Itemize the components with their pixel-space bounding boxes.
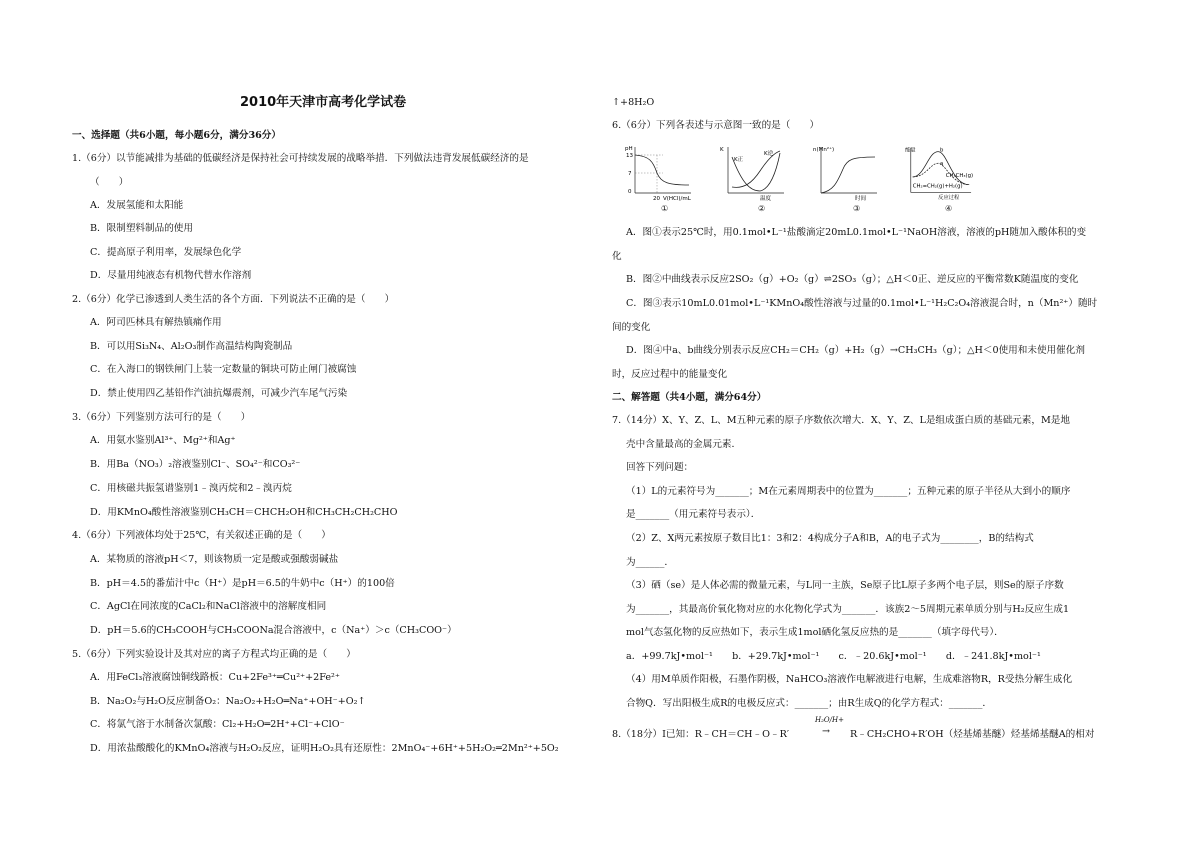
figure-1-y7: 7 — [628, 171, 632, 177]
question-3-option-d: D．用KMnO₄酸性溶液鉴别CH₃CH＝CHCH₂OH和CH₃CH₂CH₂CHO — [90, 507, 398, 518]
question-6-stem: 6.（6分）下列各表述与示意图一致的是（ ） — [612, 120, 820, 131]
question-4-option-d: D．pH＝5.6的CH₃COOH与CH₃COONa混合溶液中，c（Na⁺）＞c（CH₃COO⁻） — [90, 625, 457, 636]
question-3-option-a: A．用氨水鉴别Al³⁺、Mg²⁺和Ag⁺ — [90, 435, 236, 446]
question-7-line-2: 壳中含量最高的金属元素． — [626, 439, 742, 450]
question-1-option-d: D．尽量用纯液态有机物代替水作溶剂 — [90, 270, 252, 281]
question-3-option-b: B．用Ba（NO₃）₂溶液鉴别Cl⁻、SO₄²⁻和CO₃²⁻ — [90, 459, 301, 470]
question-7-line-5: 是_______（用元素符号表示）． — [626, 509, 761, 520]
figure-4-product-label: CH₃CH₃(g) — [945, 172, 973, 179]
question-4-option-a: A．某物质的溶液pH＜7，则该物质一定是酸或强酸弱碱盐 — [90, 554, 339, 565]
question-5-option-a: A．用FeCl₃溶液腐蚀铜线路板：Cu+2Fe³⁺═Cu²⁺+2Fe²⁺ — [90, 672, 340, 683]
figure-4-a-label: a — [939, 161, 944, 168]
question-7-line-9: 为_______，其最高价氧化物对应的水化物化学式为_______．该族2～5周期元素单质分别与H₂反应生成1 — [626, 604, 1070, 615]
figure-3-x-label: 时间 — [855, 196, 867, 202]
figure-1-x-label: V(HCl)/mL — [663, 196, 691, 202]
question-7-line-7: 为______． — [626, 557, 674, 568]
question-6-option-b: B．图②中曲线表示反应2SO₂（g）+O₂（g）⇌2SO₃（g）；△H＜0正、逆反应的平衡常数K随温度的变化 — [626, 274, 1079, 285]
question-6-option-d: D．图④中a、b曲线分别表示反应CH₂＝CH₂（g）+H₂（g）→CH₃CH₃（g）；△H＜0使用和未使用催化剂 — [626, 345, 1085, 356]
figure-1-ph-curve — [623, 143, 693, 203]
question-8-arrow: → — [822, 726, 831, 737]
question-2-option-c: C．在入海口的钢铁闸门上装一定数量的铜块可防止闸门被腐蚀 — [90, 364, 357, 375]
question-1-blank: （ ） — [90, 177, 129, 188]
figure-2-x-label: 温度 — [760, 196, 772, 202]
figure-1-y-label: pH — [625, 146, 633, 152]
figure-1-y0: 0 — [628, 189, 632, 195]
figure-4-number: ④ — [945, 204, 953, 213]
question-7-line-8: （3）硒（se）是人体必需的微量元素，与L同一主族，Se原子比L原子多两个电子层，则Se的原子序数 — [626, 580, 1064, 591]
question-3-stem: 3.（6分）下列鉴别方法可行的是（ ） — [72, 412, 251, 423]
figure-2-y-label: K — [720, 147, 724, 153]
question-1-option-c: C．提高原子利用率，发展绿色化学 — [90, 247, 242, 258]
question-4-option-c: C．AgCl在同浓度的CaCl₂和NaCl溶液中的溶解度相同 — [90, 601, 327, 612]
question-8-arrow-label: H₂O/H+ — [815, 716, 844, 724]
section-heading-choice: 一、选择题（共6小题，每小题6分，满分36分） — [72, 130, 281, 141]
question-2-option-a: A．阿司匹林具有解热镇痛作用 — [90, 317, 222, 328]
question-7-line-6: （2）Z、X两元素按原子数目比1：3和2：4构成分子A和B，A的电子式为________，B的结构式 — [626, 533, 1034, 544]
question-6-option-a-cont: 化 — [612, 251, 622, 262]
question-2-option-d: D．禁止使用四乙基铅作汽油抗爆震剂，可减少汽车尾气污染 — [90, 388, 348, 399]
question-1-option-a: A．发展氢能和太阳能 — [90, 200, 184, 211]
question-7-line-3: 回答下列问题： — [626, 462, 694, 473]
figure-3-number: ③ — [853, 204, 861, 213]
figure-4-x-label: 反应过程 — [938, 195, 960, 202]
question-6-option-a: A．图①表示25℃时，用0.1mol•L⁻¹盐酸滴定20mL0.1mol•L⁻¹NaOH溶液，溶液的pH随加入酸体积的变 — [626, 227, 1087, 238]
figure-2-number: ② — [758, 204, 766, 213]
figure-3-mn-curve — [811, 143, 881, 203]
question-6-figures — [623, 143, 973, 217]
figure-4-y-label: 能量 — [904, 147, 916, 154]
question-7-line-12: （4）用M单质作阳极，石墨作阴极，NaHCO₃溶液作电解液进行电解，生成难溶物R，R受热分解生成化 — [626, 674, 1073, 685]
question-6-option-c-cont: 间的变化 — [612, 322, 651, 333]
question-2-option-b: B．可以用Si₃N₄、Al₂O₃制作高温结构陶瓷制品 — [90, 341, 293, 352]
question-7-line-13: 合物Q．写出阳极生成R的电极反应式：_______；由R生成Q的化学方程式：_______． — [626, 698, 992, 709]
section-heading-answer: 二、解答题（共4小题，满分64分） — [612, 392, 767, 403]
question-2-stem: 2.（6分）化学已渗透到人类生活的各个方面．下列说法不正确的是（ ） — [72, 294, 395, 305]
question-7-line-4: （1）L的元素符号为_______；M在元素周期表中的位置为_______；五种元素的原子半径从大到小的顺序 — [626, 486, 1071, 497]
question-7-line-1: 7.（14分）X、Y、Z、L、M五种元素的原子序数依次增大．X、Y、Z、L是组成蛋白质的基础元素，M是地 — [612, 415, 1070, 426]
question-8-line-1a: 8.（18分）Ⅰ已知：R﹣CH＝CH﹣O﹣R′ — [612, 729, 789, 740]
question-4-stem: 4.（6分）下列液体均处于25℃，有关叙述正确的是（ ） — [72, 530, 331, 541]
figure-4-b-label: b — [939, 147, 944, 154]
question-8-line-1b: R﹣CH₂CHO+R′OH（烃基烯基醚）烃基烯基醚A的相对 — [850, 729, 1095, 740]
figure-2-k2: K逆 — [764, 151, 774, 157]
figure-2-k-curve — [718, 143, 788, 203]
question-7-line-11: a．+99.7kJ•mol⁻¹ b．+29.7kJ•mol⁻¹ c．﹣20.6kJ•mol⁻¹ d．﹣241.8kJ•mol⁻¹ — [626, 651, 1041, 662]
figure-1-x20: 20 — [653, 196, 660, 202]
question-3-option-c: C．用核磁共振氢谱鉴别1﹣溴丙烷和2﹣溴丙烷 — [90, 483, 292, 494]
figure-1-number: ① — [661, 204, 669, 213]
question-5-stem: 5.（6分）下列实验设计及其对应的离子方程式均正确的是（ ） — [72, 649, 356, 660]
page-title: 2010年天津市高考化学试卷 — [240, 95, 407, 110]
figure-1-y13: 13 — [626, 153, 633, 159]
figure-2-k1: K正 — [734, 157, 744, 163]
question-6-option-d-cont: 时，反应过程中的能量变化 — [612, 369, 728, 380]
question-4-option-b: B．pH＝4.5的番茄汁中c（H⁺）是pH＝6.5的牛奶中c（H⁺）的100倍 — [90, 578, 395, 589]
question-5-option-d-continued: ↑+8H₂O — [612, 97, 655, 108]
figure-4-reactant-label: CH₂=CH₂(g)+H₂(g) — [912, 183, 963, 190]
question-1-option-b: B．限制塑料制品的使用 — [90, 223, 193, 234]
figure-4-energy-curve — [903, 143, 975, 203]
question-1-stem: 1.（6分）以节能减排为基础的低碳经济是保持社会可持续发展的战略举措．下列做法违背发展低碳经济的是 — [72, 153, 529, 164]
figure-3-y-label: n(Mn²⁺) — [813, 147, 835, 153]
question-5-option-c: C．将氯气溶于水制备次氯酸：Cl₂+H₂O═2H⁺+Cl⁻+ClO⁻ — [90, 719, 345, 730]
question-7-line-10: mol气态氢化物的反应热如下，表示生成1mol硒化氢反应热的是_______（填字母代号）． — [626, 627, 1004, 638]
question-6-option-c: C．图③表示10mL0.01mol•L⁻¹KMnO₄酸性溶液与过量的0.1mol•L⁻¹H₂C₂O₄溶液混合时，n（Mn²⁺）随时 — [626, 298, 1098, 309]
question-5-option-d: D．用浓盐酸酸化的KMnO₄溶液与H₂O₂反应，证明H₂O₂具有还原性：2MnO₄⁻+6H⁺+5H₂O₂═2Mn²⁺+5O₂ — [90, 743, 559, 754]
question-5-option-b: B．Na₂O₂与H₂O反应制备O₂：Na₂O₂+H₂O═Na⁺+OH⁻+O₂↑ — [90, 696, 366, 707]
